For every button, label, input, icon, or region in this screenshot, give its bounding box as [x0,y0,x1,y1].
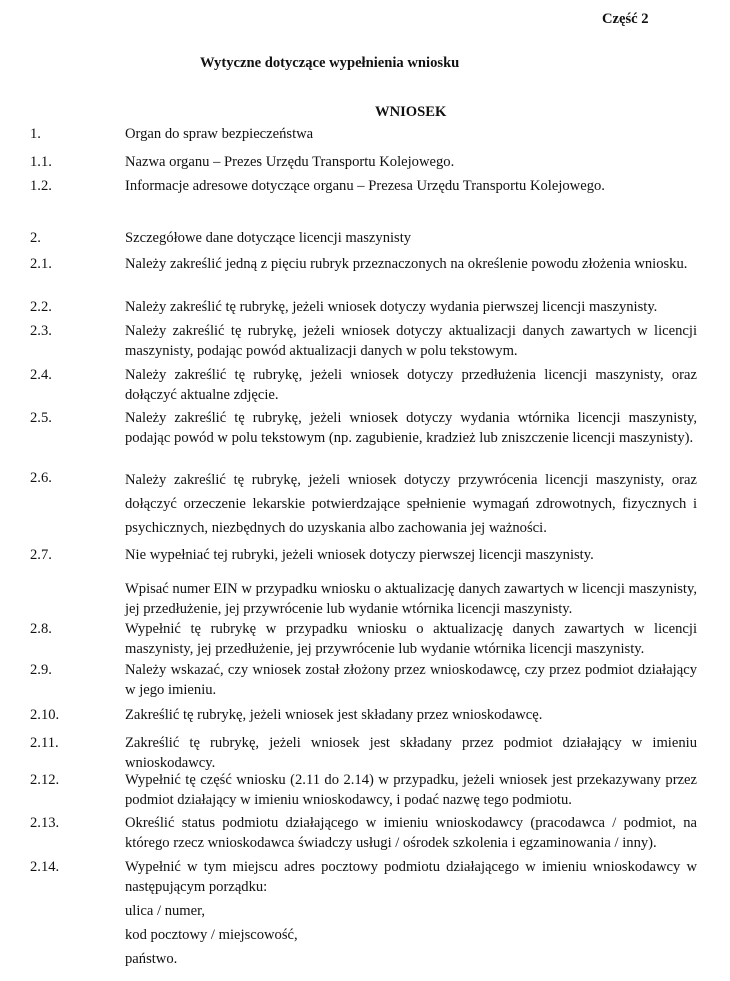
item-2-6 [30,468,700,540]
address-line-street: ulica / numer, [125,903,206,919]
item-number: 2.10. [30,707,60,723]
item-number: 2.3. [30,323,52,339]
item-text: Należy zakreślić tę rubrykę, jeżeli wniosek dotyczy przedłużenia licencji maszynisty, oraz dołączyć aktualne zdjęcie. [125,367,697,403]
item-2-7-note [30,579,700,619]
item-text: Szczegółowe dane dotyczące licencji maszynisty [125,230,412,246]
item-text: Należy zakreślić tę rubrykę, jeżeli wniosek dotyczy wydania pierwszej licencji maszynisty. [125,299,658,315]
item-2-8 [30,619,700,659]
item-text: Należy wskazać, czy wniosek został złożony przez wnioskodawcę, czy przez podmiot działający w jego imieniu. [125,662,697,698]
item-2-1 [30,254,700,274]
item-number: 2.4. [30,367,52,383]
address-line-postal: kod pocztowy / miejscowość, [125,927,298,943]
item-1-2 [30,176,700,196]
item-number: 2.5. [30,410,52,426]
item-number: 1. [30,126,41,142]
item-text: Określić status podmiotu działającego w imieniu wnioskodawcy (pracodawca / podmiot, na którego rzecz wnioskodawca świadczy usługi / ośrodek szkolenia i egzaminowania / inny). [125,815,697,851]
item-1 [30,124,700,144]
item-number: 2. [30,230,41,246]
item-number: 2.13. [30,815,60,831]
item-text: Należy zakreślić tę rubrykę, jeżeli wniosek dotyczy przywrócenia licencji maszynisty, oraz dołączyć orzeczenie lekarskie potwierdzające spełnienie wymagań zdrowotnych, fizycznych i psychicznych, niezbędnych do uzyskania albo zachowania jej ważności. [125,472,697,536]
item-text: Zakreślić tę rubrykę, jeżeli wniosek jest składany przez wnioskodawcę. [125,707,543,723]
item-2 [30,228,700,248]
item-2-2 [30,297,700,317]
item-number: 1.1. [30,154,52,170]
item-text: Zakreślić tę rubrykę, jeżeli wniosek jest składany przez podmiot działający w imieniu wnioskodawcy. [125,735,697,771]
item-number: 2.12. [30,772,60,788]
document-title: WNIOSEK [375,104,447,120]
item-number: 2.1. [30,256,52,272]
item-text: Organ do spraw bezpieczeństwa [125,126,314,142]
item-text: Wpisać numer EIN w przypadku wniosku o aktualizację danych zawartych w licencji maszynisty, jej przedłużenie, jej przywrócenie lub wydanie wtórnika licencji maszynisty. [125,581,697,617]
item-text: Wypełnić tę rubrykę w przypadku wniosku o aktualizację danych zawartych w licencji maszynisty, jej przedłużenie, jej przywrócenie lub wydanie wtórnika licencji maszynisty. [125,621,697,657]
item-2-3 [30,321,700,361]
item-text: Należy zakreślić tę rubrykę, jeżeli wniosek dotyczy aktualizacji danych zawartych w licencji maszynisty, podając powód aktualizacji danych w polu tekstowym. [125,323,697,359]
item-2-12 [30,770,700,810]
item-number: 1.2. [30,178,52,194]
item-text: Informacje adresowe dotyczące organu – Prezesa Urzędu Transportu Kolejowego. [125,178,605,194]
address-line-country: państwo. [125,951,178,967]
item-text [125,857,697,969]
item-1-1 [30,152,700,172]
item-text: Należy zakreślić tę rubrykę, jeżeli wniosek dotyczy wydania wtórnika licencji maszynisty, podając powód w polu tekstowym (np. zagubienie, kradzież lub zniszczenie licencji maszynisty). [125,410,697,446]
item-2-7 [30,545,700,565]
item-2-10 [30,705,700,725]
item-text-intro: Wypełnić w tym miejscu adres pocztowy podmiotu działającego w imieniu wnioskodawcy w następującym porządku: [125,859,697,895]
item-text: Nie wypełniać tej rubryki, jeżeli wniosek dotyczy pierwszej licencji maszynisty. [125,547,594,563]
item-number: 2.2. [30,299,52,315]
part-label: Część 2 [602,11,649,27]
item-2-4 [30,365,700,405]
item-2-11 [30,733,700,773]
item-text: Należy zakreślić jedną z pięciu rubryk przeznaczonych na określenie powodu złożenia wniosku. [125,256,688,272]
item-number: 2.14. [30,859,60,875]
item-number: 2.9. [30,662,52,678]
item-number: 2.8. [30,621,52,637]
item-2-5 [30,408,700,448]
item-2-14 [30,857,700,969]
item-2-9 [30,660,700,700]
item-2-13 [30,813,700,853]
item-text: Wypełnić tę część wniosku (2.11 do 2.14) w przypadku, jeżeli wniosek jest przekazywany przez podmiot działający w imieniu wnioskodawcy, i podać nazwę tego podmiotu. [125,772,697,808]
item-number: 2.7. [30,547,52,563]
document-subtitle: Wytyczne dotyczące wypełnienia wniosku [200,55,460,71]
item-number: 2.11. [30,735,59,751]
item-text: Nazwa organu – Prezes Urzędu Transportu Kolejowego. [125,154,455,170]
item-number: 2.6. [30,470,52,486]
